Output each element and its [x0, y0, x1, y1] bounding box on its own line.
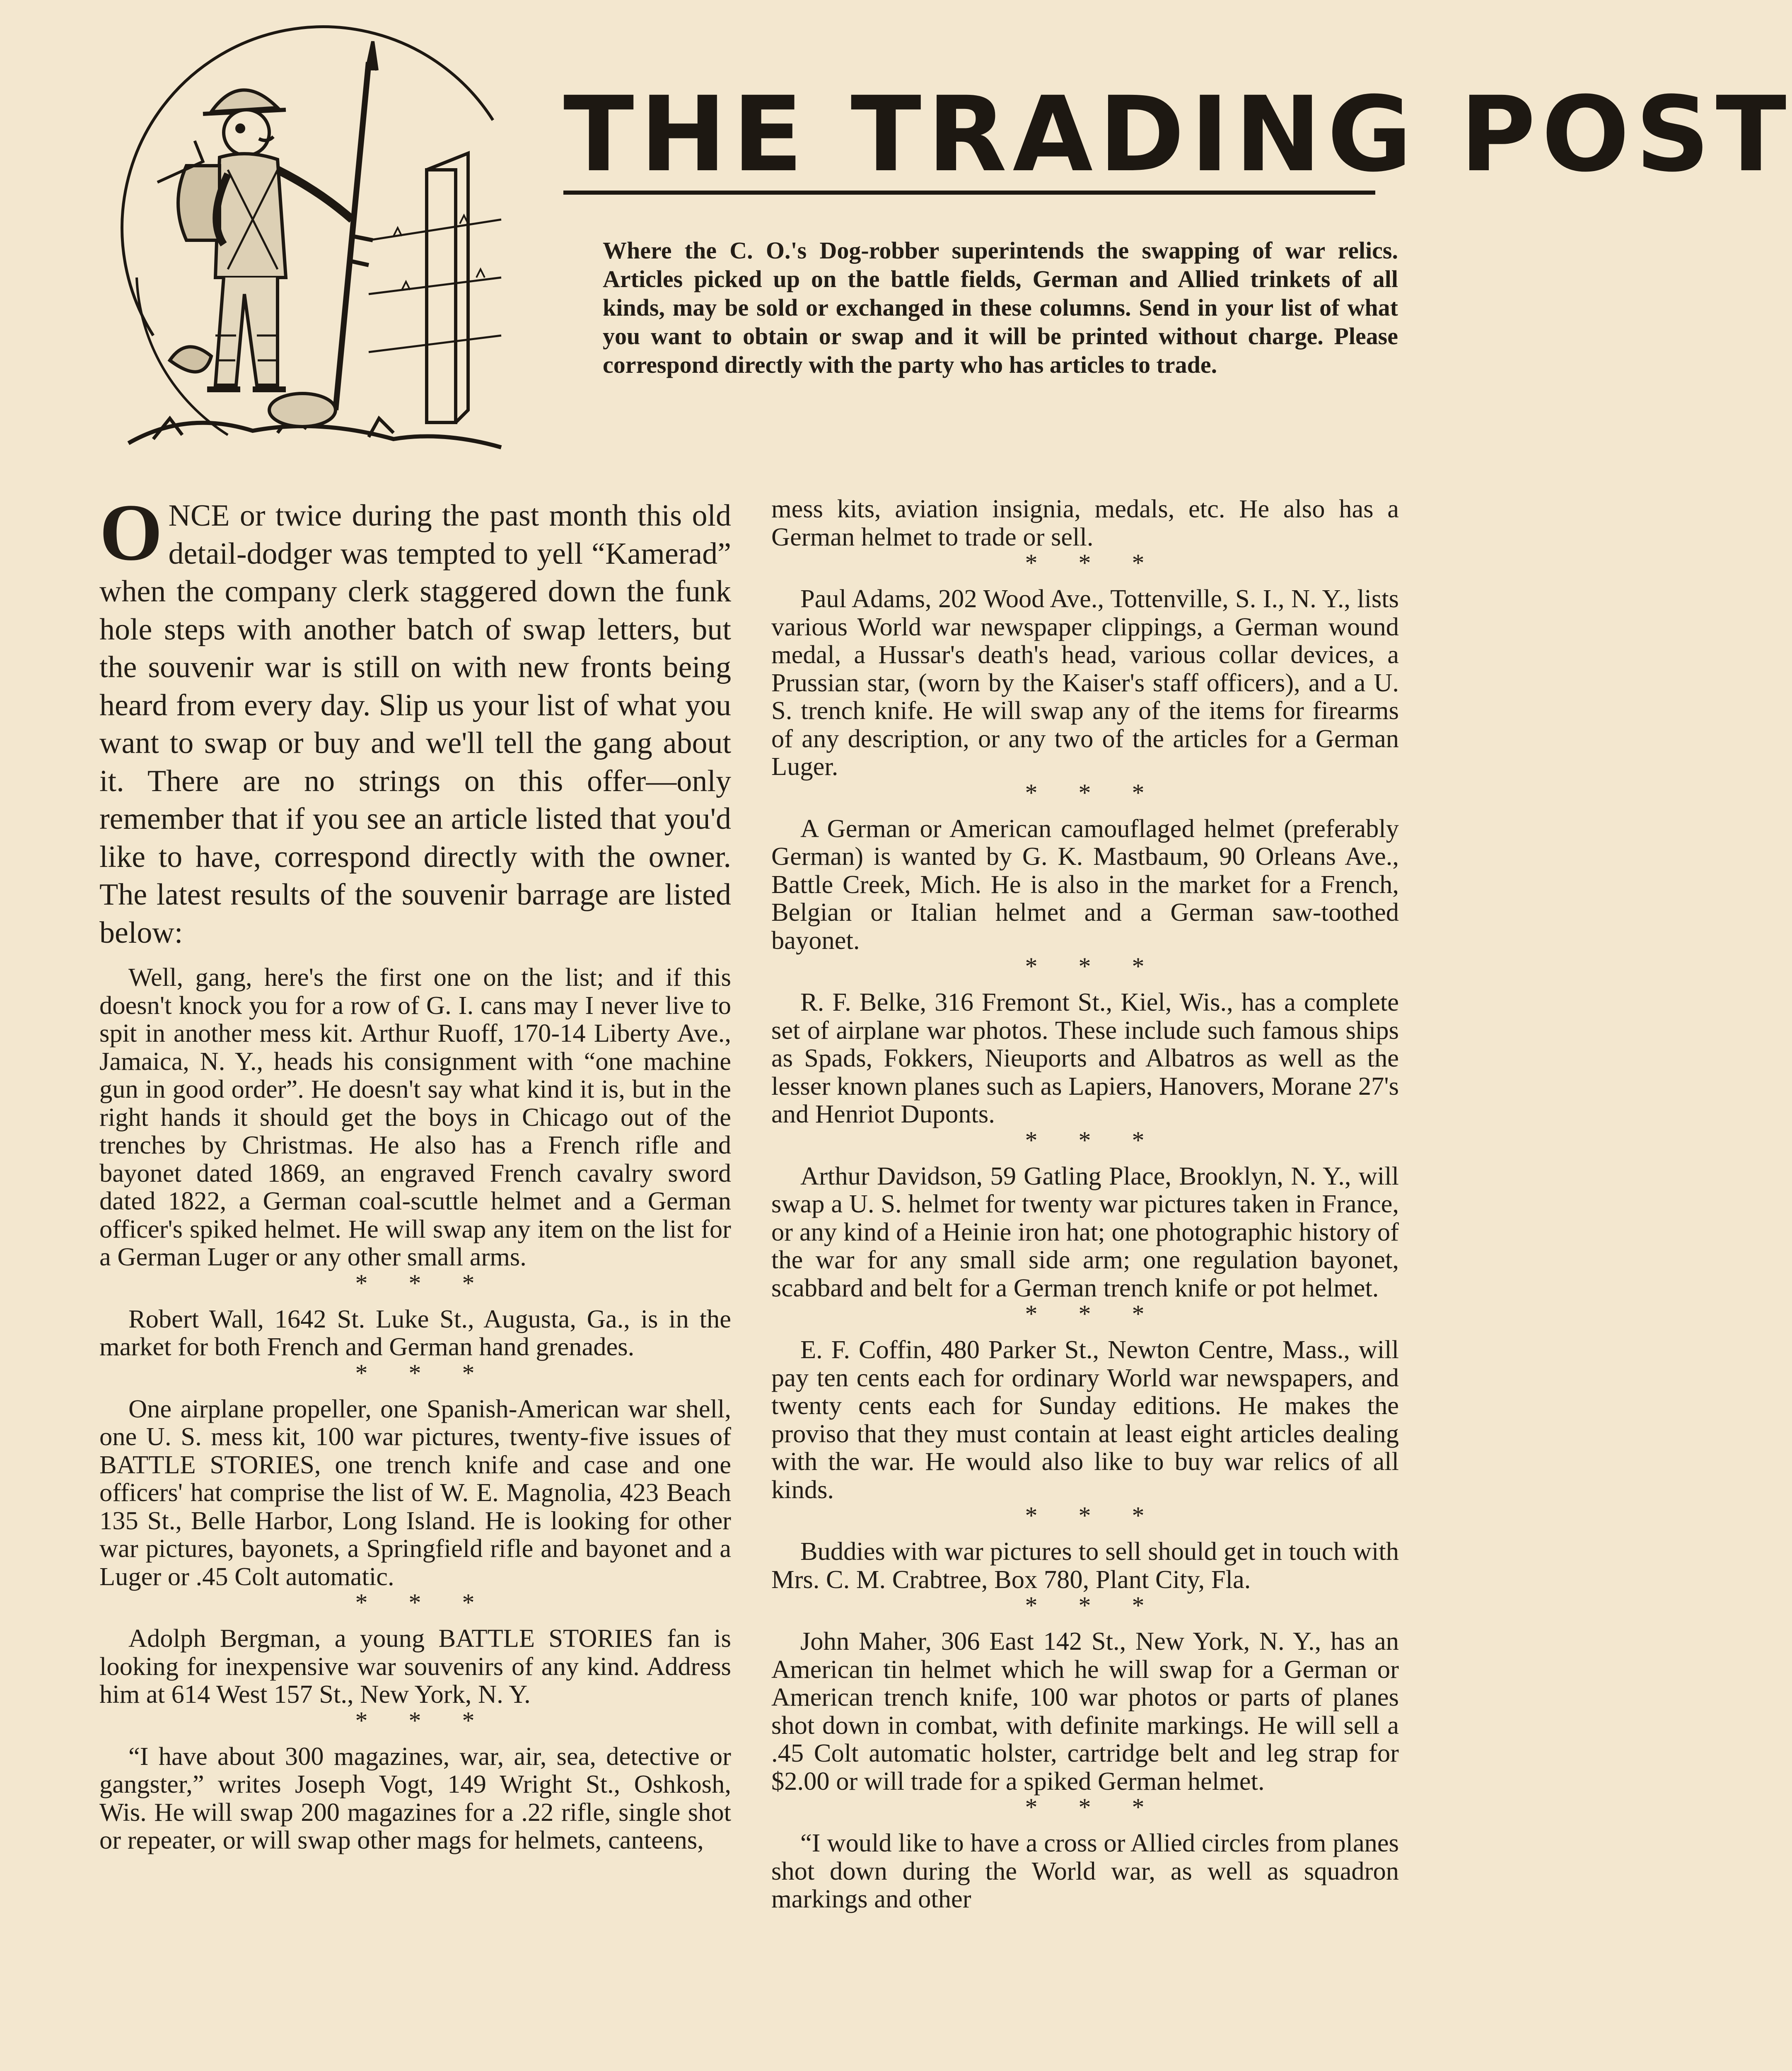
- list-item: Arthur Davidson, 59 Gatling Place, Brooklyn, N. Y., will swap a U. S. helmet for twenty war pictures taken in France, or any kind of a Heinie iron hat; one photographic history of the war for any small side arm; one regulation bayonet, scabbard and belt for a German trench knife or pot helmet.: [771, 1161, 1399, 1302]
- list-item: Robert Wall, 1642 St. Luke St., Augusta, Ga., is in the market for both French and German hand grenades.: [99, 1304, 731, 1361]
- separator: * * *: [1025, 1592, 1162, 1619]
- drop-cap: O: [99, 488, 163, 577]
- soldier-with-rifle-illustration: [104, 46, 551, 460]
- separator: * * *: [1025, 1793, 1162, 1821]
- list-item: E. F. Coffin, 480 Parker St., Newton Centre, Mass., will pay ten cents each for ordinary World war newspapers, and twenty cents each for Sunday editions. He makes the proviso that they must contain at least eight articles dealing with the war. He would also like to buy war relics of all kinds.: [771, 1335, 1399, 1504]
- list-item: Paul Adams, 202 Wood Ave., Tottenville, S. I., N. Y., lists various World war newspaper clippings, a German wound medal, a Hussar's death's head, various collar devices, a Prussian star, (worn by the Kaiser's staff officers), and a U. S. trench knife. He will swap any of the items for firearms of any description, or any two of the articles for a German Luger.: [771, 584, 1399, 781]
- separator: * * *: [355, 1707, 492, 1734]
- separator: * * *: [1025, 1502, 1162, 1529]
- separator: * * *: [355, 1359, 492, 1387]
- list-item: John Maher, 306 East 142 St., New York, N. Y., has an American tin helmet which he will swap for a German or American trench knife, 100 war photos or parts of planes shot down in combat, with definite markings. He will sell a .45 Colt automatic holster, cartridge belt and leg strap for $2.00 or will trade for a spiked German helmet.: [771, 1627, 1399, 1796]
- list-item: “I would like to have a cross or Allied circles from planes shot down during the World war, as well as squadron markings and other: [771, 1828, 1399, 1913]
- list-item: R. F. Belke, 316 Fremont St., Kiel, Wis., has a complete set of airplane war photos. These include such famous ships as Spads, Fokkers, Nieuports and Albatros as well as the lesser known planes such as Lapiers, Hanovers, Morane 27's and Henriot Duponts.: [771, 987, 1399, 1128]
- separator: * * *: [1025, 779, 1162, 806]
- list-item-continuation: mess kits, aviation insignia, medals, etc. He also has a German helmet to trade or sell.: [771, 494, 1399, 551]
- separator: * * *: [355, 1589, 492, 1616]
- list-item: Buddies with war pictures to sell should get in touch with Mrs. C. M. Crabtree, Box 780, Plant City, Fla.: [771, 1537, 1399, 1594]
- list-item: A German or American camouflaged helmet (preferably German) is wanted by G. K. Mastbaum, 90 Orleans Ave., Battle Creek, Mich. He is also in the market for a French, Belgian or Italian helmet and a German saw-toothed bayonet.: [771, 813, 1399, 955]
- list-item: Adolph Bergman, a young BATTLE STORIES fan is looking for inexpensive war souvenirs of any kind. Address him at 614 West 157 St., New York, N. Y.: [99, 1624, 731, 1709]
- separator: * * *: [1025, 549, 1162, 577]
- separator: * * *: [1025, 1300, 1162, 1328]
- lead-paragraph: ONCE or twice during the past month this old detail-dodger was tempted to yell “Kamerad” when the company clerk staggered down the funk hole steps with another batch of swap letters, but the souvenir war is still on with new fronts being heard from every day. Slip us your list of what you want to swap or buy and we'll tell the gang about it. There are no strings on this offer—only remember that if you see an article listed that you'd like to have, correspond directly with the owner. The latest results of the souvenir barrage are listed below:: [99, 488, 731, 950]
- separator: * * *: [1025, 1126, 1162, 1154]
- intro-text: Where the C. O.'s Dog-robber superintends the swapping of war relics. Articles picked up on the battle fields, German and Allied trinkets of all kinds, may be sold or exchanged in these columns. Send in your list of what you want to obtain or swap and it will be printed without charge. Please correspond directly with the party who has articles to trade.: [603, 237, 1398, 378]
- right-column: [771, 495, 1399, 1913]
- separator: * * *: [1025, 953, 1162, 980]
- list-item: Well, gang, here's the first one on the list; and if this doesn't knock you for a row of G. I. cans may I never live to spit in another mess kit. Arthur Ruoff, 170-14 Liberty Ave., Jamaica, N. Y., heads his consignment with “one machine gun in good order”. He doesn't say what kind it is, but in the right hands it should get the boys in Chicago out of the trenches by Christmas. He also has a French rifle and bayonet dated 1869, an engraved French cavalry sword dated 1822, a German coal-scuttle helmet and a German officer's spiked helmet. He will swap any item on the list for a German Luger or any other small arms.: [99, 963, 731, 1271]
- left-column: [99, 488, 731, 1854]
- page-title: THE TRADING POST: [563, 74, 1792, 195]
- list-item: One airplane propeller, one Spanish-American war shell, one U. S. mess kit, 100 war pictures, twenty-five issues of BATTLE STORIES, one trench knife and case and one officers' hat comprise the list of W. E. Magnolia, 423 Beach 135 St., Belle Harbor, Long Island. He is looking for other war pictures, bayonets, a Springfield rifle and bayonet and a Luger or .45 Colt automatic.: [99, 1394, 731, 1591]
- separator: * * *: [355, 1269, 492, 1297]
- list-item: “I have about 300 magazines, war, air, sea, detective or gangster,” writes Joseph Vogt, 149 Wright St., Oshkosh, Wis. He will swap 200 magazines for a .22 rifle, single shot or repeater, or will swap other mags for helmets, canteens,: [99, 1741, 731, 1854]
